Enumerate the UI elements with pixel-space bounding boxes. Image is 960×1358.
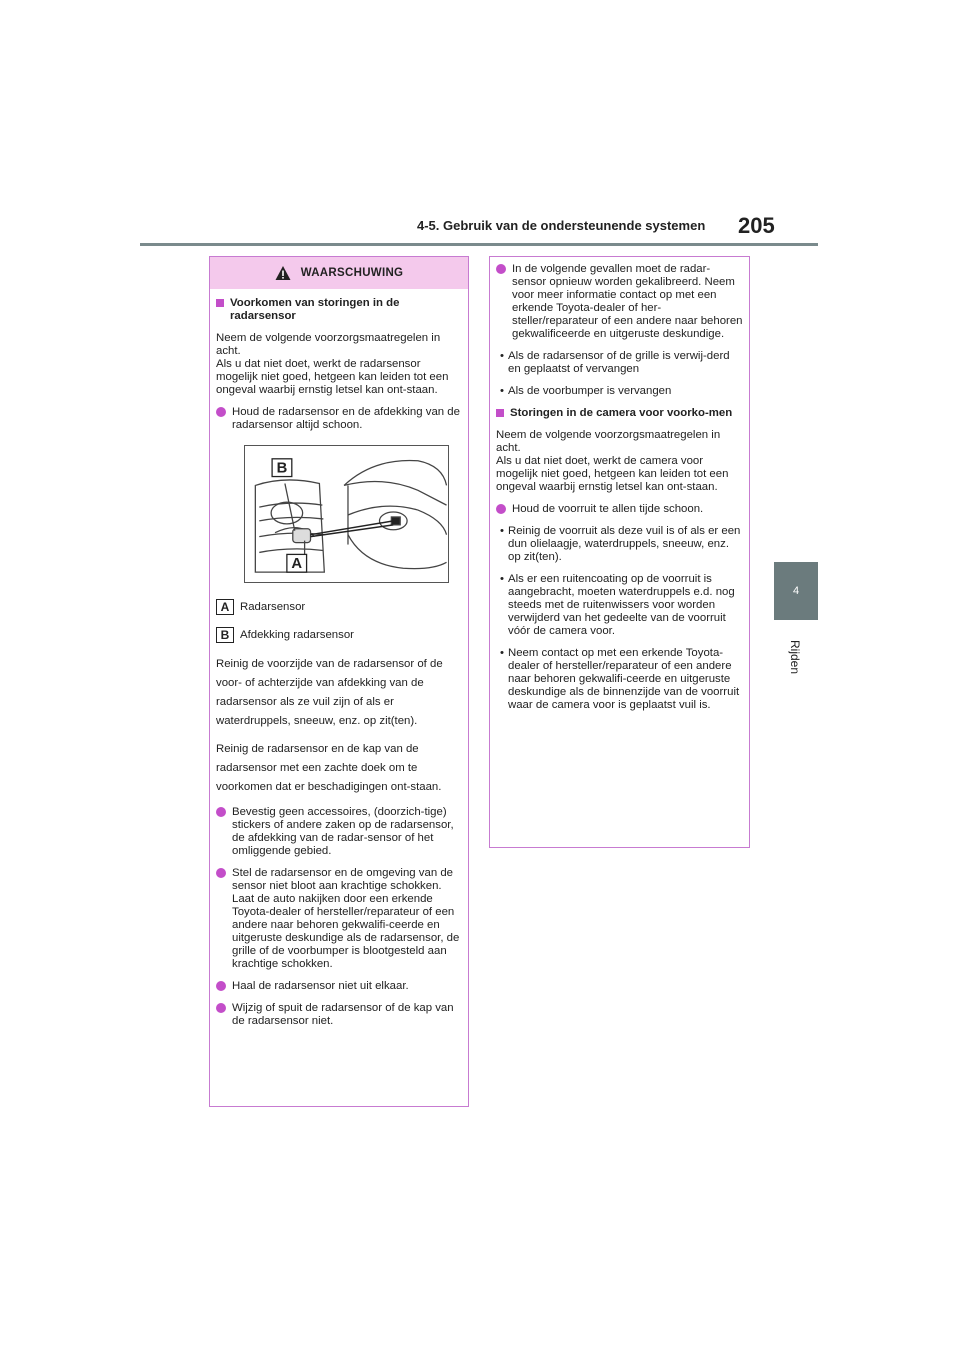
dash-item: • Neem contact op met een erkende Toyota-dealer of hersteller/reparateur of een andere naar behoren gekwalifi-ceerde en uitgeruste deskundige als de binnenzijde van de voorruit waar de camera voor is geplaatst vuil is. bbox=[496, 647, 743, 712]
cleaning-paragraph: Reinig de radarsensor en de kap van de radarsensor met een zachte doek om te voorkomen dat er beschadigingen ont-staan. bbox=[216, 743, 442, 793]
dash-item: • Als de voorbumper is vervangen bbox=[496, 385, 743, 398]
legend-tag-a: A bbox=[216, 599, 234, 615]
section-title: 4-5. Gebruik van de ondersteunende systemen bbox=[417, 218, 706, 233]
legend-item-a: A Radarsensor bbox=[216, 599, 462, 615]
warning-box-left bbox=[209, 256, 469, 1107]
dash-item: • Reinig de voorruit als deze vuil is of als er een dun olielaagje, waterdruppels, sneeuw, enz. op zit(ten). bbox=[496, 525, 743, 564]
bullet-dot-icon bbox=[216, 1003, 226, 1013]
bullet-item: Houd de radarsensor en de afdekking van de radarsensor altijd schoon. bbox=[216, 406, 462, 432]
dash-item: • Als de radarsensor of de grille is verwij-derd en geplaatst of vervangen bbox=[496, 350, 743, 376]
legend-tag-b: B bbox=[216, 627, 234, 643]
warning-header bbox=[210, 257, 468, 289]
bullet-item: In de volgende gevallen moet de radar-sensor opnieuw worden gekalibreerd. Neem voor meer informatie contact op met een erkende Toyota-dealer of her-steller/reparateur of een andere naar behoren gekwalificeerde en uitgeruste deskundige. bbox=[496, 263, 743, 341]
dash-bullet-icon: • bbox=[500, 647, 504, 659]
warning-box-right bbox=[489, 256, 750, 848]
chapter-tab: 4 bbox=[774, 562, 818, 620]
dash-item: • Als er een ruitencoating op de voorruit is aangebracht, moeten waterdruppels e.d. nog steeds met de ruitenwissers voor worden verwijderd van het gedeelte van de voorruit vóór de camera voor. bbox=[496, 573, 743, 638]
bullet-item: Stel de radarsensor en de omgeving van de sensor niet bloot aan krachtige schokken. Laat de auto nakijken door een erkende Toyota-dealer of hersteller/reparateur of een andere naar behoren gekwalifi-ceerde en uitgeruste deskundige als de radarsensor, de grille of de voorbumper is blootgesteld aan krachtige schokken. bbox=[216, 867, 462, 971]
dash-bullet-icon: • bbox=[500, 573, 504, 585]
header-divider bbox=[140, 243, 818, 246]
section-heading: Voorkomen van storingen in de radarsensor bbox=[216, 297, 462, 323]
bullet-item: Bevestig geen accessoires, (doorzich-tige) stickers of andere zaken op de radarsensor, de afdekking van de radar-sensor of het omliggende gebied. bbox=[216, 806, 462, 858]
bullet-dot-icon bbox=[216, 807, 226, 817]
bullet-dot-icon bbox=[216, 407, 226, 417]
figure-label-a: A bbox=[291, 556, 303, 573]
warning-triangle-icon bbox=[275, 265, 291, 281]
bullet-item: Houd de voorruit te allen tijde schoon. bbox=[496, 503, 743, 516]
square-bullet-icon bbox=[496, 409, 504, 417]
bullet-dot-icon bbox=[216, 868, 226, 878]
bullet-item: Wijzig of spuit de radarsensor of de kap van de radarsensor niet. bbox=[216, 1002, 462, 1028]
legend-item-b: B Afdekking radarsensor bbox=[216, 627, 462, 643]
dash-bullet-icon: • bbox=[500, 525, 504, 537]
bullet-dot-icon bbox=[496, 264, 506, 274]
figure-label-b: B bbox=[276, 460, 288, 477]
page-number: 205 bbox=[738, 213, 775, 238]
intro-paragraph: Neem de volgende voorzorgsmaatregelen in acht. Als u dat niet doet, werkt de camera voor mogelijk niet goed, hetgeen kan leiden tot een ongeval waarbij ernstig letsel kan ont-staan. bbox=[496, 429, 729, 493]
warning-title: WAARSCHUWING bbox=[300, 267, 404, 279]
section-heading: Storingen in de camera voor voorko-men bbox=[496, 407, 743, 420]
bullet-dot-icon bbox=[496, 504, 506, 514]
cleaning-paragraph: Reinig de voorzijde van de radarsensor of de voor- of achterzijde van afdekking van de radarsensor als ze vuil zijn of als er waterdruppels, sneeuw, enz. op zit(ten). bbox=[216, 658, 443, 727]
chapter-label: Rijden bbox=[788, 639, 802, 675]
intro-paragraph: Neem de volgende voorzorgsmaatregelen in acht. Als u dat niet doet, werkt de radarsensor mogelijk niet goed, hetgeen kan leiden tot een ongeval waarbij ernstig letsel kan ont-staan. bbox=[216, 332, 449, 396]
bullet-item: Haal de radarsensor niet uit elkaar. bbox=[216, 980, 462, 993]
dash-bullet-icon: • bbox=[500, 350, 504, 362]
square-bullet-icon bbox=[216, 299, 224, 307]
bullet-dot-icon bbox=[216, 981, 226, 991]
radar-sensor-illustration bbox=[244, 445, 449, 583]
dash-bullet-icon: • bbox=[500, 385, 504, 397]
